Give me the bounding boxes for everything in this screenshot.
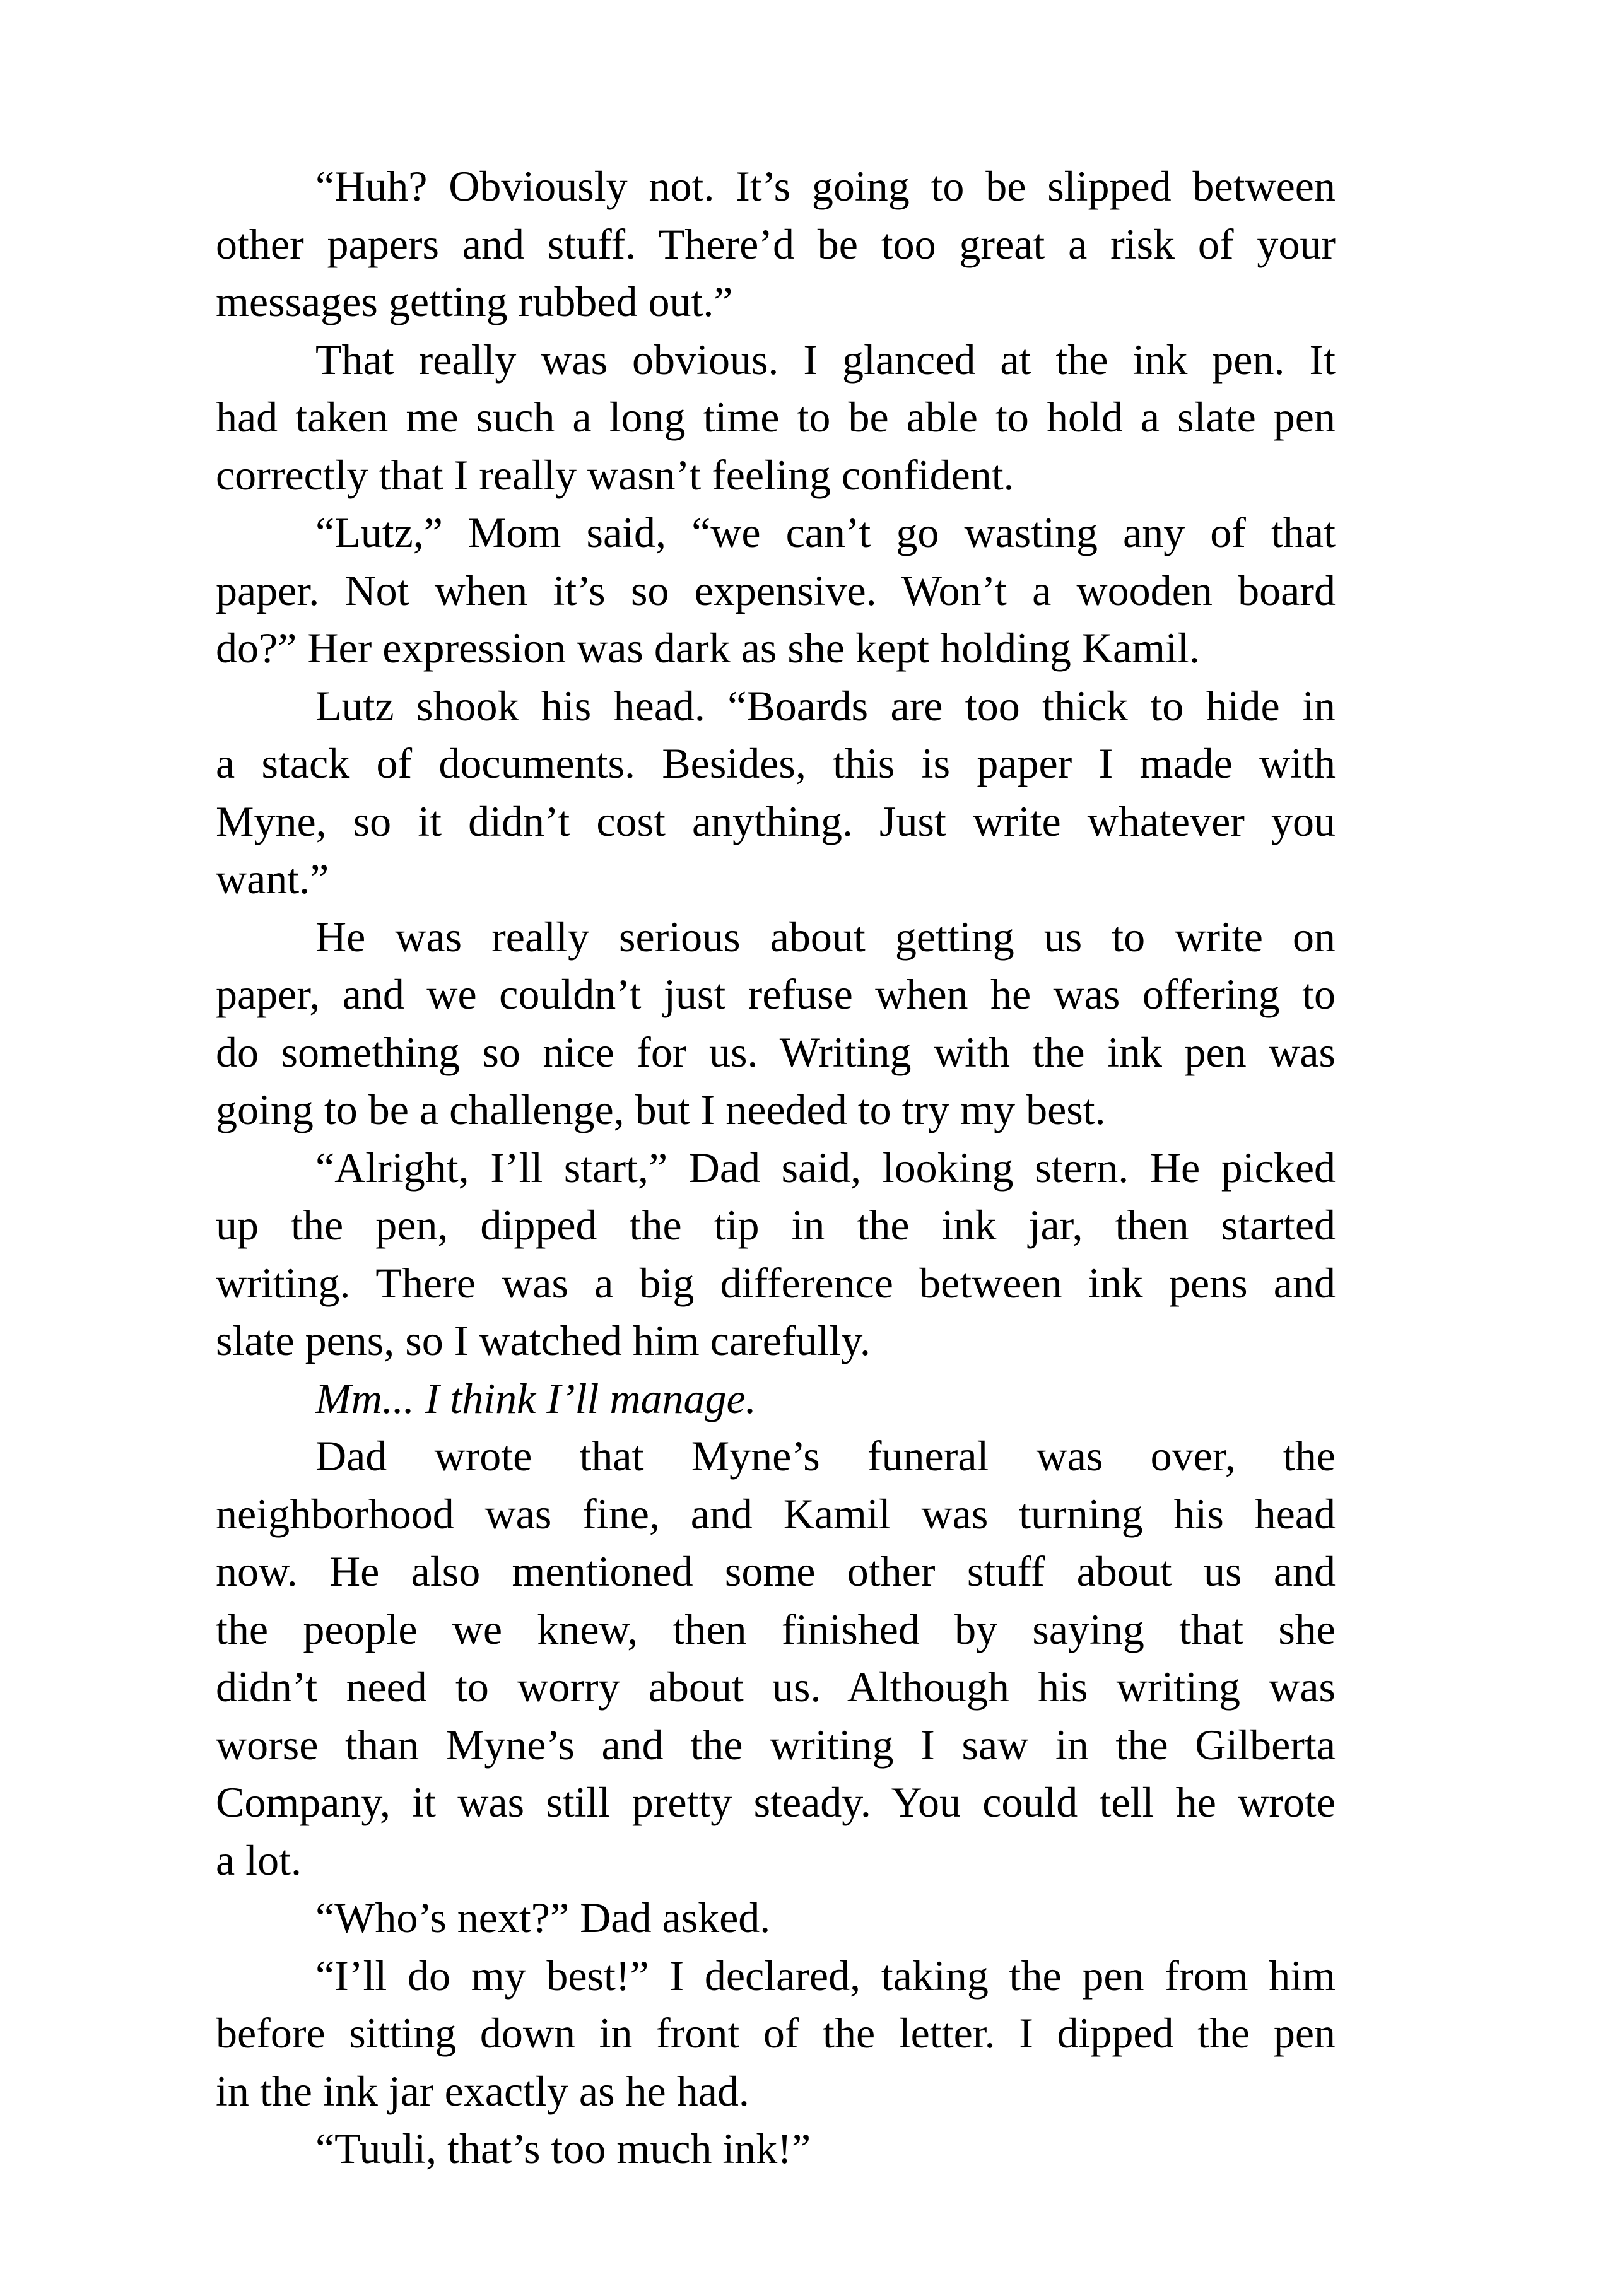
text-line: “Lutz,” Mom said, “we can’t go wasting any of that xyxy=(315,508,1336,556)
text-line: paper. Not when it’s so expensive. Won’t a wooden board xyxy=(216,566,1336,614)
text-line: “I’ll do my best!” I declared, taking the pen from him xyxy=(315,1951,1336,2000)
text-line: writing. There was a big difference between ink pens and xyxy=(216,1258,1336,1307)
text-line: a lot. xyxy=(216,1836,302,1884)
text-line: a stack of documents. Besides, this is paper I made with xyxy=(216,739,1336,787)
text-line: “Huh? Obviously not. It’s going to be slipped between xyxy=(315,162,1336,210)
text-line: Dad wrote that Myne’s funeral was over, the xyxy=(315,1432,1336,1480)
text-line: Company, it was still pretty steady. You could tell he wrote xyxy=(216,1778,1336,1826)
text-line: do something so nice for us. Writing with the ink pen was xyxy=(216,1028,1336,1076)
text-line: messages getting rubbed out.” xyxy=(216,278,733,325)
text-line: do?” Her expression was dark as she kept holding Kamil. xyxy=(216,624,1200,672)
text-line: He was really serious about getting us to write on xyxy=(315,912,1336,961)
page-text-block xyxy=(216,158,1336,2178)
text-line: had taken me such a long time to be able to hold a slate pen xyxy=(216,393,1336,441)
text-line: going to be a challenge, but I needed to try my best. xyxy=(216,1086,1106,1133)
text-line: in the ink jar exactly as he had. xyxy=(216,2066,749,2115)
text-line: Lutz shook his head. “Boards are too thick to hide in xyxy=(315,681,1336,730)
text-line: “Who’s next?” Dad asked. xyxy=(315,1894,771,1942)
text-line: didn’t need to worry about us. Although his writing was xyxy=(216,1663,1336,1711)
text-line: the people we knew, then finished by saying that she xyxy=(216,1605,1336,1653)
text-line: want.” xyxy=(216,855,329,903)
text-line: “Tuuli, that’s too much ink!” xyxy=(315,2124,811,2172)
text-line: up the pen, dipped the tip in the ink jar, then started xyxy=(216,1201,1336,1249)
text-line: Myne, so it didn’t cost anything. Just write whatever you xyxy=(216,797,1336,845)
text-line: worse than Myne’s and the writing I saw in the Gilberta xyxy=(216,1720,1336,1769)
text-line: Mm... I think I’ll manage. xyxy=(315,1374,756,1422)
text-line: paper, and we couldn’t just refuse when he was offering to xyxy=(216,970,1336,1018)
text-line: That really was obvious. I glanced at the ink pen. It xyxy=(315,335,1336,384)
text-line: before sitting down in front of the letter. I dipped the pen xyxy=(216,2009,1336,2057)
text-line: correctly that I really wasn’t feeling confident. xyxy=(216,450,1014,499)
text-line: neighborhood was fine, and Kamil was turning his head xyxy=(216,1489,1336,1538)
text-line: slate pens, so I watched him carefully. xyxy=(216,1316,871,1364)
text-line: “Alright, I’ll start,” Dad said, looking stern. He picked xyxy=(315,1143,1336,1192)
text-line: now. He also mentioned some other stuff about us and xyxy=(216,1547,1336,1595)
text-line: other papers and stuff. There’d be too great a risk of your xyxy=(216,220,1336,268)
